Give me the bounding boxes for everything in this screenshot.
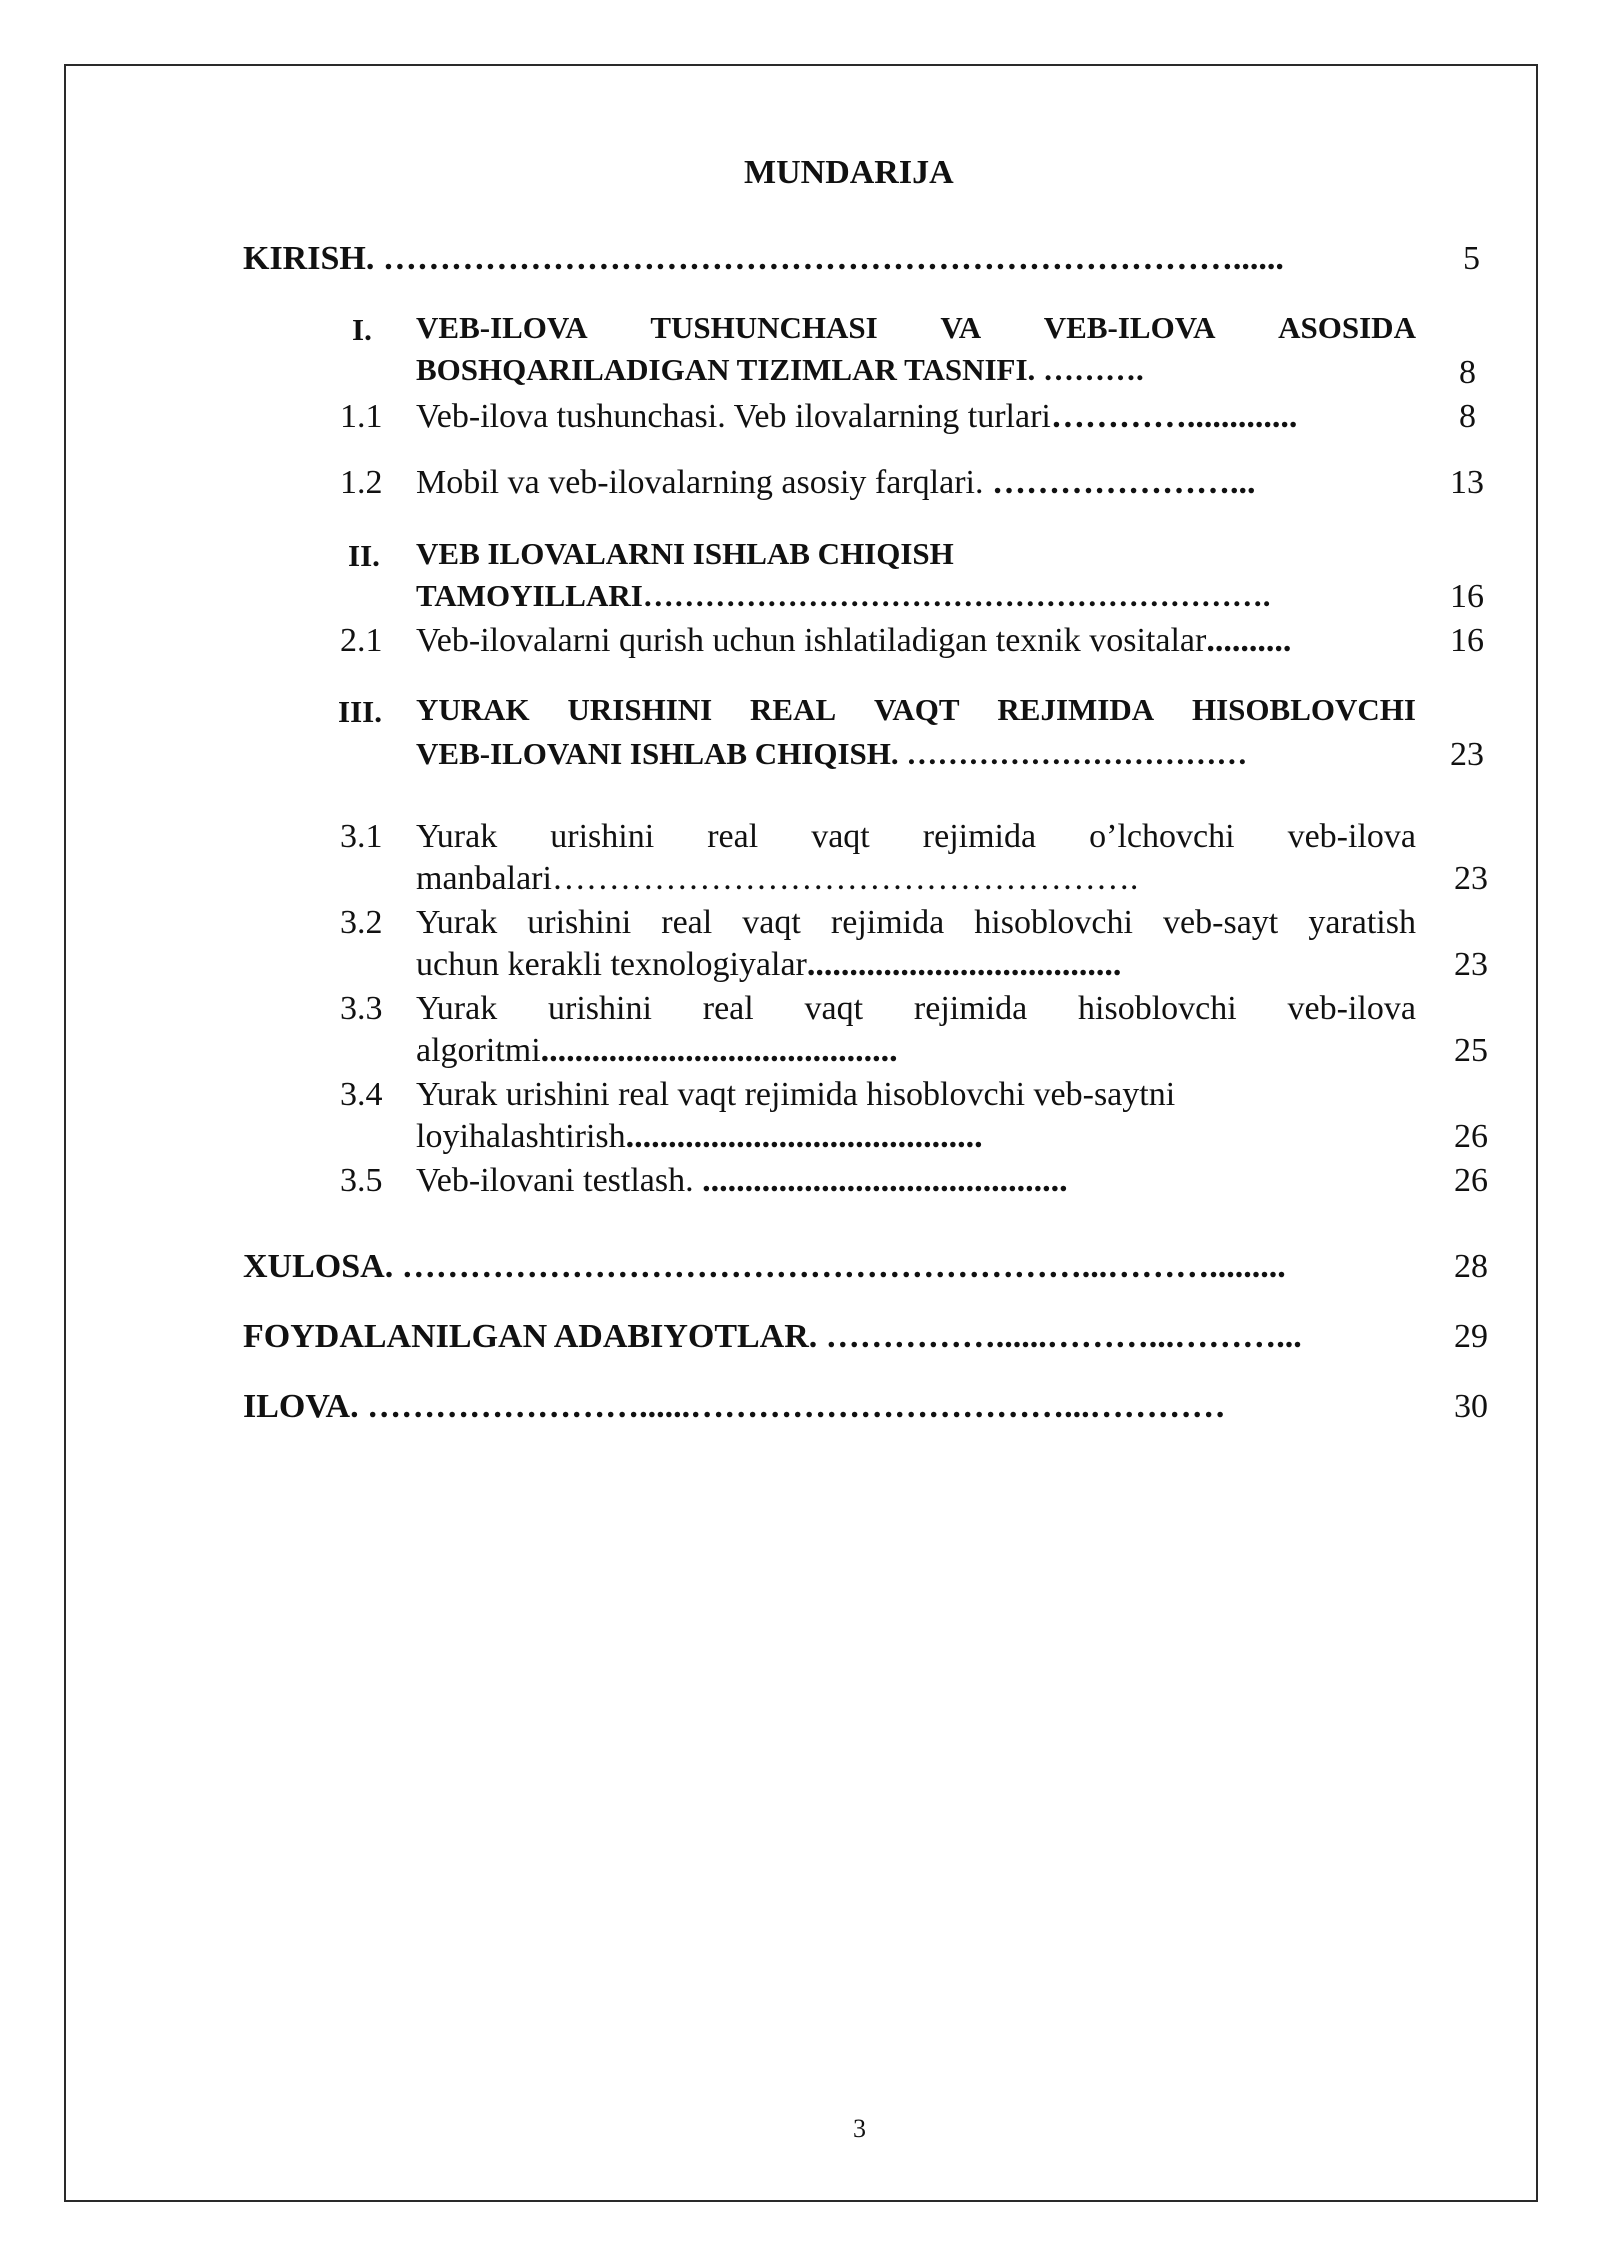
page-number: 16: [1450, 622, 1484, 659]
entry-leader: ..........................................: [540, 1032, 898, 1069]
toc-entry-adabiyotlar[interactable]: [243, 1318, 1302, 1356]
entry-label: Mobil va veb-ilovalarning asosiy farqlari.: [416, 464, 992, 501]
page-number: 16: [1450, 578, 1484, 615]
section-number: 3.3: [340, 990, 383, 1027]
page-number: 23: [1454, 860, 1488, 897]
entry-word: rejimida: [913, 990, 1028, 1027]
entry-leader: …………………………………………………………………......: [382, 240, 1284, 277]
entry-word: VEB-ILOVA: [1043, 310, 1216, 345]
entry-word: veb-ilova: [1287, 990, 1416, 1027]
page-number: 29: [1454, 1318, 1488, 1355]
toc-entry-ilova[interactable]: [243, 1388, 1226, 1426]
page-number: 25: [1454, 1032, 1488, 1069]
page-number: 23: [1450, 736, 1484, 773]
entry-label: ILOVA.: [243, 1388, 368, 1425]
toc-entry-3-2-line2[interactable]: [416, 946, 1121, 984]
entry-label: KIRISH.: [243, 240, 383, 277]
entry-word: rejimida: [830, 904, 945, 941]
page-number: 26: [1454, 1118, 1488, 1155]
entry-word: o’lchovchi: [1089, 818, 1235, 855]
entry-word: vaqt: [804, 990, 864, 1027]
entry-word: Yurak: [416, 990, 498, 1027]
entry-word: hisoblovchi: [1078, 990, 1237, 1027]
toc-entry-3-4-line2[interactable]: [416, 1118, 983, 1156]
entry-word: urishini: [548, 990, 652, 1027]
toc-entry-chapter-1-line1[interactable]: [416, 310, 1416, 346]
toc-entry-kirish[interactable]: [243, 240, 1284, 278]
toc-entry-1-2[interactable]: [416, 464, 1255, 502]
toc-entry-3-1-line1[interactable]: [416, 818, 1416, 856]
page-number: 30: [1454, 1388, 1488, 1425]
toc-entry-chapter-2-line2[interactable]: TAMOYILLARI…………………………………………………….: [416, 578, 1271, 613]
chapter-number: II.: [348, 538, 380, 573]
entry-word: rejimida: [922, 818, 1037, 855]
toc-entry-1-1[interactable]: [416, 398, 1297, 436]
page-number: 28: [1454, 1248, 1488, 1285]
entry-word: vaqt: [742, 904, 801, 941]
entry-label: FOYDALANILGAN ADABIYOTLAR.: [243, 1318, 826, 1355]
entry-word: real: [661, 904, 713, 941]
toc-entry-chapter-3-line1[interactable]: [416, 692, 1416, 728]
entry-word: REJIMIDA: [997, 692, 1155, 727]
toc-entry-3-5[interactable]: [416, 1162, 1068, 1200]
toc-entry-3-4-line1[interactable]: Yurak urishini real vaqt rejimida hisoblovchi veb-saytni: [416, 1076, 1176, 1113]
entry-word: VEB-ILOVA: [416, 310, 588, 345]
entry-word: VAQT: [874, 692, 960, 727]
entry-label: Veb-ilovalarni qurish uchun ishlatiladigan texnik vositalar: [416, 622, 1207, 659]
entry-word: vaqt: [811, 818, 870, 855]
section-number: 2.1: [340, 622, 383, 659]
section-number: 3.1: [340, 818, 383, 855]
page-number: 13: [1450, 464, 1484, 501]
entry-label: Veb-ilovani testlash.: [416, 1162, 703, 1199]
footer-page-number: 3: [853, 2114, 866, 2143]
entry-word: REAL: [750, 692, 837, 727]
section-number: 1.2: [340, 464, 383, 501]
page-number: 8: [1459, 398, 1476, 435]
chapter-number: III.: [338, 694, 382, 729]
entry-leader: ………….............: [1050, 398, 1298, 435]
entry-word: TUSHUNCHASI: [650, 310, 878, 345]
entry-word: URISHINI: [567, 692, 713, 727]
entry-label: loyihalashtirish: [416, 1118, 626, 1155]
entry-leader: ..........................................: [625, 1118, 983, 1155]
toc-entry-3-2-line1[interactable]: [416, 904, 1416, 942]
section-number: 3.2: [340, 904, 383, 941]
toc-entry-xulosa[interactable]: [243, 1248, 1286, 1286]
toc-title: MUNDARIJA: [744, 154, 954, 191]
entry-leader: ……………......………...………...: [825, 1318, 1302, 1355]
page-number: 26: [1454, 1162, 1488, 1199]
section-number: 1.1: [340, 398, 383, 435]
entry-word: hisoblovchi: [974, 904, 1133, 941]
entry-word: urishini: [550, 818, 655, 855]
toc-entry-2-1[interactable]: [416, 622, 1291, 660]
entry-word: Yurak: [416, 904, 498, 941]
entry-word: veb-ilova: [1287, 818, 1416, 855]
entry-leader: ...........................................: [702, 1162, 1068, 1199]
toc-entry-3-3-line2[interactable]: [416, 1032, 898, 1070]
toc-entry-chapter-2-line1[interactable]: VEB ILOVALARNI ISHLAB CHIQISH: [416, 536, 954, 571]
section-number: 3.5: [340, 1162, 383, 1199]
chapter-number: I.: [352, 312, 372, 347]
entry-leader: ..........: [1206, 622, 1292, 659]
entry-word: real: [707, 818, 759, 855]
entry-leader: …………………...: [991, 464, 1256, 501]
page-number: 5: [1463, 240, 1480, 277]
entry-word: VA: [940, 310, 982, 345]
entry-word: YURAK: [416, 692, 530, 727]
entry-word: yaratish: [1308, 904, 1416, 941]
entry-word: HISOBLOVCHI: [1191, 692, 1416, 727]
toc-entry-3-3-line1[interactable]: [416, 990, 1416, 1028]
section-number: 3.4: [340, 1076, 383, 1113]
entry-word: Yurak: [416, 818, 498, 855]
entry-leader: ……………………………………………………...……….........: [401, 1248, 1286, 1285]
toc-entry-3-1-line2[interactable]: manbalari…………………………………………….: [416, 860, 1139, 897]
entry-leader: ……………………......……………………………...…………: [367, 1388, 1226, 1425]
entry-label: algoritmi: [416, 1032, 541, 1069]
page-number: 23: [1454, 946, 1488, 983]
entry-word: ASOSIDA: [1278, 310, 1416, 345]
entry-word: veb-sayt: [1163, 904, 1279, 941]
entry-label: uchun kerakli texnologiyalar: [416, 946, 807, 983]
toc-entry-chapter-1-line2[interactable]: BOSHQARILADIGAN TIZIMLAR TASNIFI. ……….: [416, 352, 1144, 387]
toc-entry-chapter-3-line2[interactable]: VEB-ILOVANI ISHLAB CHIQISH. ……………………………: [416, 736, 1248, 771]
entry-word: urishini: [527, 904, 632, 941]
entry-word: real: [702, 990, 754, 1027]
entry-leader: .....................................: [806, 946, 1122, 983]
entry-label: XULOSA.: [243, 1248, 402, 1285]
page-number: 8: [1459, 354, 1476, 391]
entry-label: Veb-ilova tushunchasi. Veb ilovalarning turlari: [416, 398, 1051, 435]
